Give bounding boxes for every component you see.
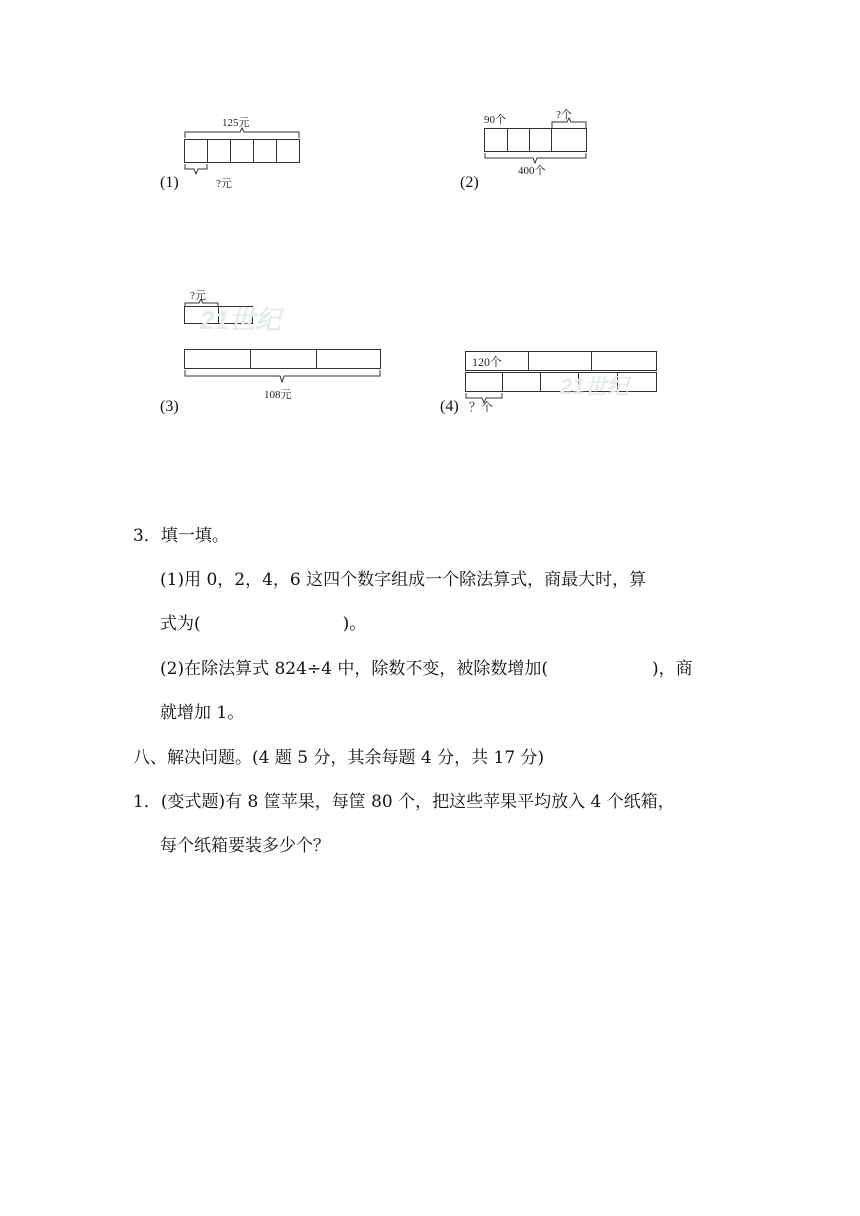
watermark-logo: 21世纪	[200, 305, 281, 335]
question-3-part-2-line-1	[160, 658, 693, 680]
diagram-2-segment	[507, 128, 530, 152]
diagram-3-bottom-brace	[184, 369, 381, 383]
diagram-3-segment	[184, 349, 251, 369]
diagram-1-number: (1)	[160, 174, 179, 191]
question-3-part-2-line-2: 就增加 1。	[160, 703, 245, 723]
diagram-1-segment	[253, 139, 277, 163]
diagram-3-segment	[250, 349, 317, 369]
section-8-question-1-line-2: 每个纸箱要装多少个？	[160, 836, 330, 856]
question-3-part-2-suffix: )，商	[652, 659, 693, 679]
diagram-2-bottom-label: 400个	[518, 165, 546, 177]
diagram-1-top-brace	[184, 127, 300, 139]
diagram-2-segment	[484, 128, 508, 152]
diagram-4-segment	[465, 372, 503, 392]
question-3-part-1-prefix: 式为(	[160, 614, 201, 634]
section-8-title: 八、解决问题。(4 题 5 分，其余每题 4 分，共 17 分)	[133, 748, 545, 768]
diagram-1-bottom-brace	[184, 163, 208, 175]
question-3-part-2-prefix: (2)在除法算式 824÷4 中，除数不变，被除数增加(	[160, 659, 549, 679]
diagram-4-bottom-label: ？个	[469, 400, 494, 414]
diagram-4-segment	[502, 372, 541, 392]
diagram-3-top-label: ?元	[190, 290, 206, 302]
question-3-part-1-line-2	[160, 613, 366, 635]
diagram-2-segment	[529, 128, 552, 152]
question-3-part-1-suffix: )。	[342, 614, 367, 634]
section-8-question-1-line-1: 1．(变式题)有 8 筐苹果，每筐 80 个，把这些苹果平均放入 4 个纸箱，	[133, 792, 675, 812]
diagram-3-number: (3)	[160, 398, 179, 415]
watermark-logo: 21世纪	[560, 374, 629, 399]
diagram-4-segment	[528, 351, 592, 371]
question-3-title: 3．填一填。	[133, 526, 229, 546]
diagram-3-bottom-label: 108元	[264, 389, 292, 401]
diagram-2-top-left-label: 90个	[484, 114, 506, 126]
diagram-2-number: (2)	[460, 174, 479, 191]
diagram-2-top-right-label: ?个	[556, 109, 572, 121]
diagram-4-number: (4)	[440, 398, 459, 415]
diagram-1-segment	[207, 139, 231, 163]
diagram-4-top-label: 120个	[472, 355, 503, 369]
diagram-1-segment	[230, 139, 254, 163]
diagram-1-top-label: 125元	[222, 117, 250, 129]
diagram-1-segment	[184, 139, 208, 163]
question-3-part-1-line-1: (1)用 0，2，4，6 这四个数字组成一个除法算式，商最大时，算	[160, 570, 647, 590]
diagram-1-bottom-label: ?元	[216, 178, 232, 190]
